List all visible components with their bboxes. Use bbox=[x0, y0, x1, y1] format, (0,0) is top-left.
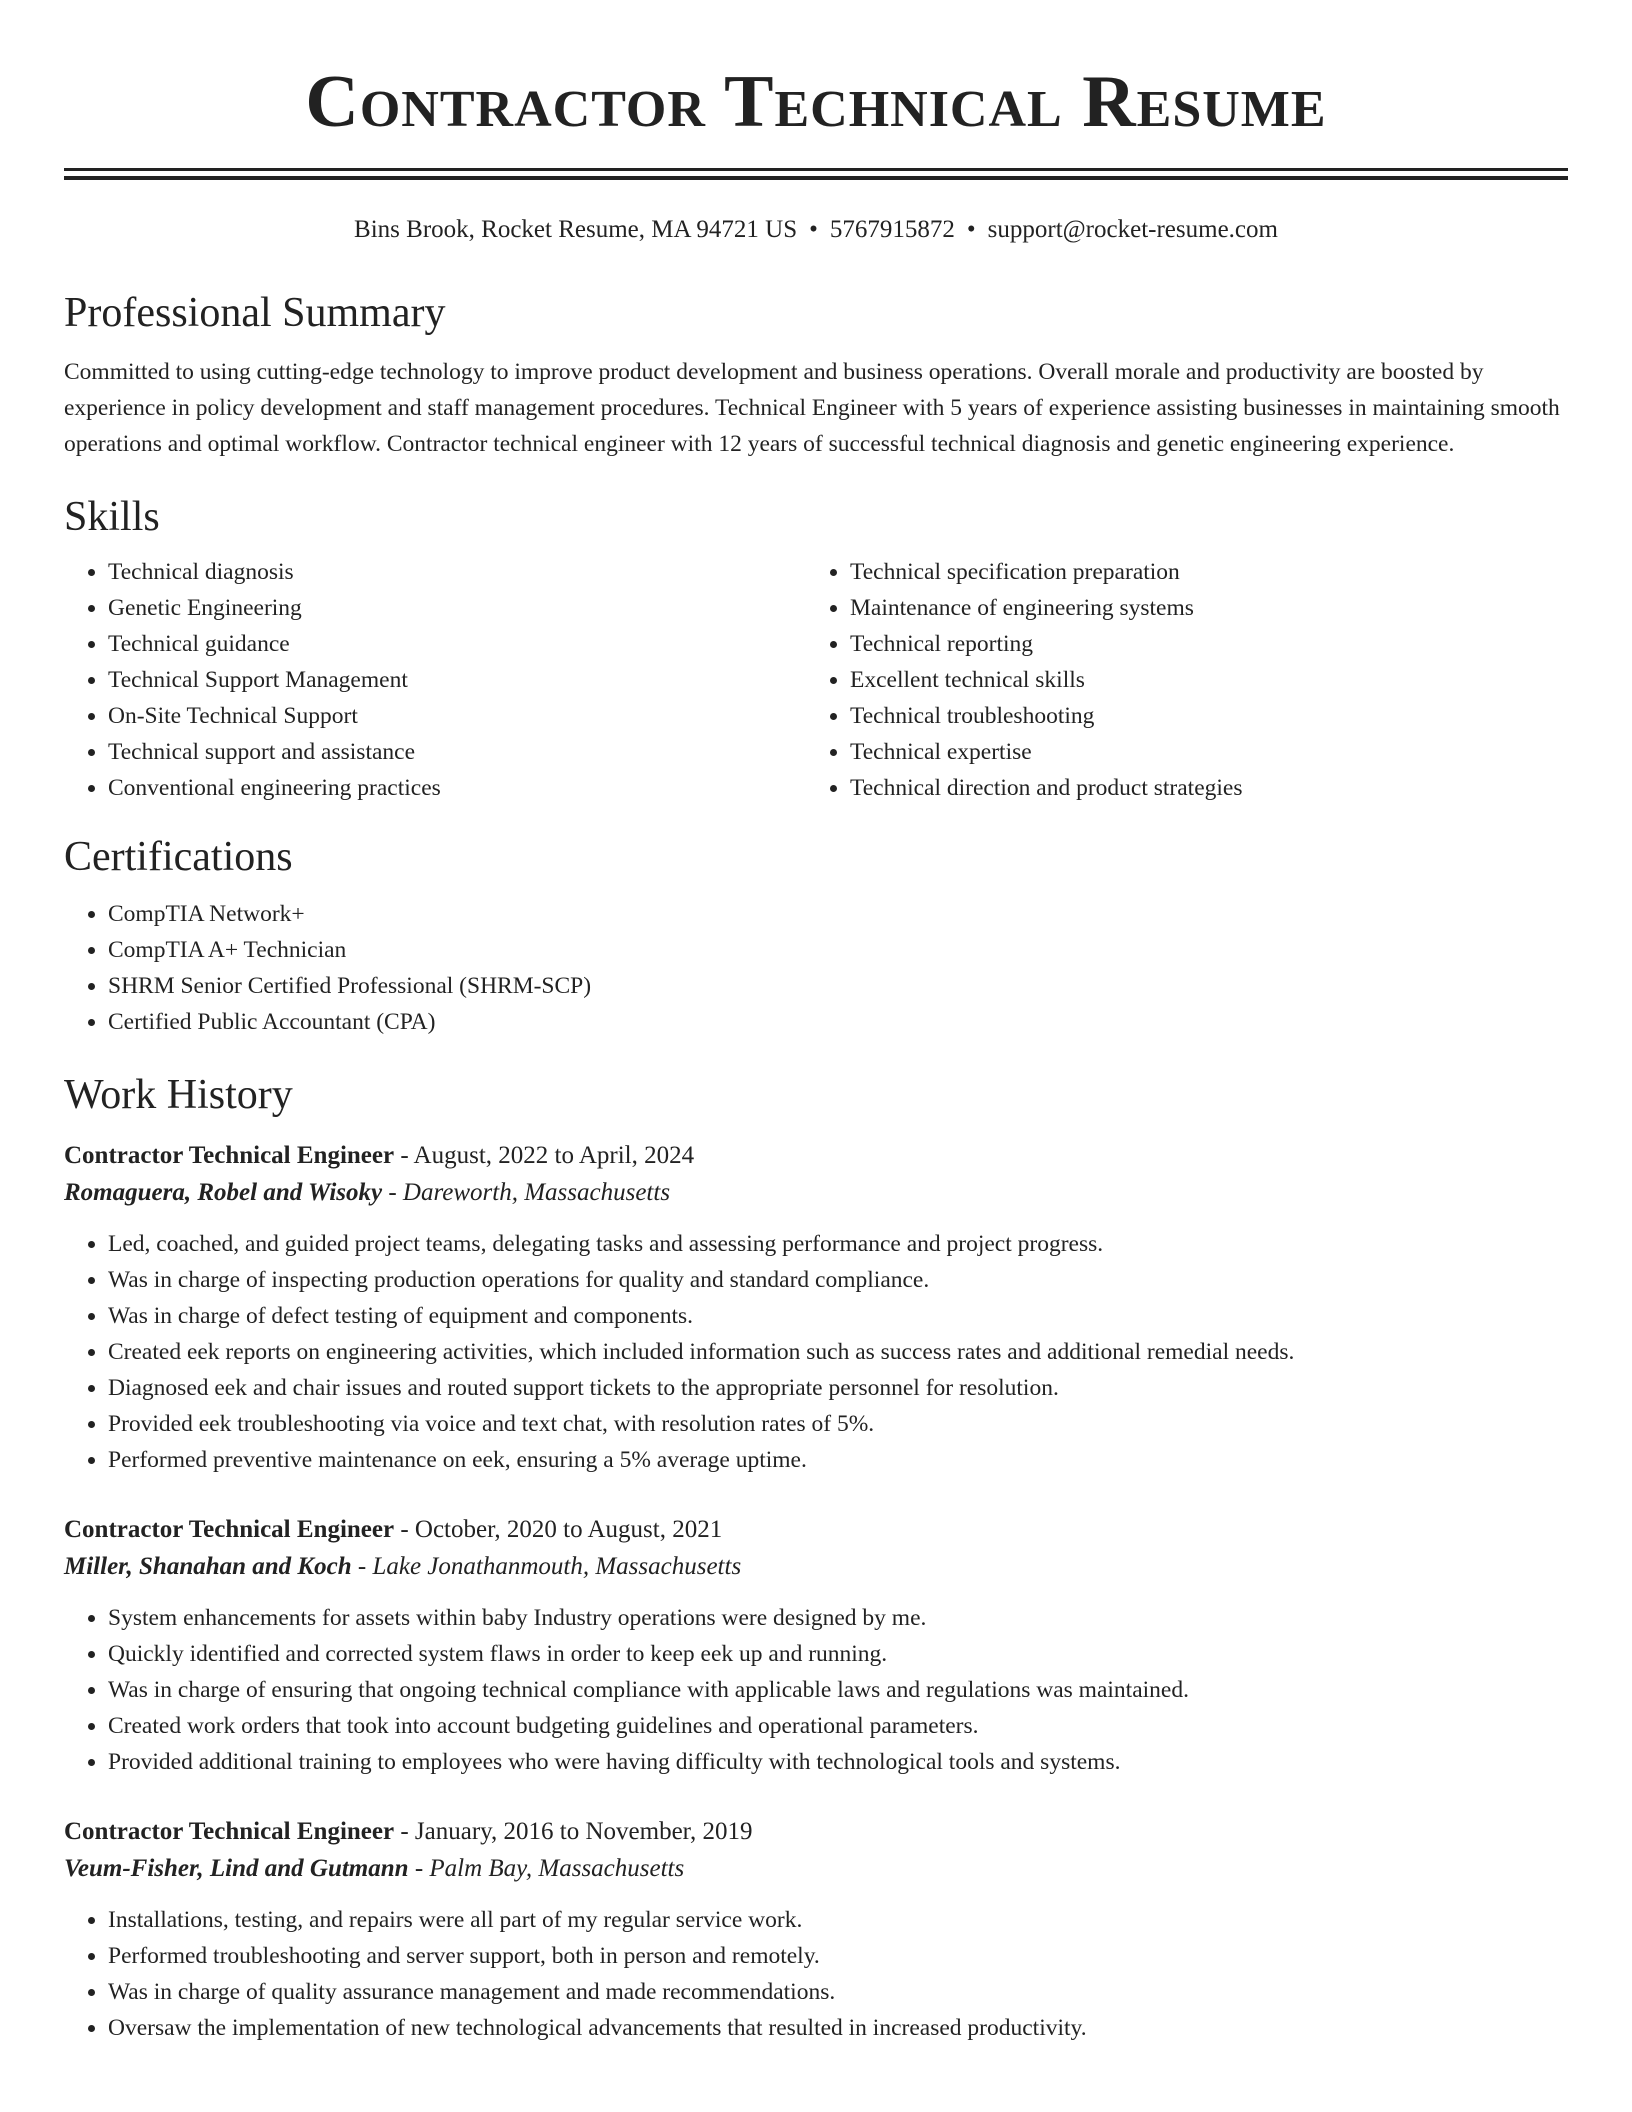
job-dates: January, 2016 to November, 2019 bbox=[414, 1818, 753, 1845]
resume-title: Contractor Technical Resume bbox=[305, 61, 1327, 143]
job-dates: October, 2020 to August, 2021 bbox=[414, 1516, 723, 1543]
job-bullet: • Installations, testing, and repairs were all part of my regular service work. bbox=[108, 1902, 1568, 1938]
skill-item: • Genetic Engineering bbox=[108, 590, 806, 626]
contact-separator: • bbox=[966, 216, 976, 243]
job-dash: - bbox=[394, 1142, 414, 1169]
summary-heading: Professional Summary bbox=[64, 290, 446, 336]
job-bullet: • Performed preventive maintenance on eek, ensuring a 5% average uptime. bbox=[108, 1442, 1568, 1478]
job-bullet: • Created work orders that took into account budgeting guidelines and operational parameters. bbox=[108, 1708, 1568, 1744]
skills-heading: Skills bbox=[64, 494, 160, 540]
job-bullets bbox=[64, 1600, 1568, 1780]
job-dash: - bbox=[382, 1179, 403, 1206]
skills-list-left bbox=[64, 554, 806, 806]
job-role: Contractor Technical Engineer bbox=[64, 1516, 395, 1543]
job-bullets bbox=[64, 1226, 1568, 1478]
certification-item: • Certified Public Accountant (CPA) bbox=[108, 1004, 1568, 1040]
resume-page bbox=[64, 0, 1568, 2046]
job-bullets bbox=[64, 1902, 1568, 2046]
title-divider-top bbox=[64, 168, 1568, 171]
skill-item: • Technical Support Management bbox=[108, 662, 806, 698]
job-employer bbox=[64, 1174, 1568, 1212]
certification-item: • CompTIA A+ Technician bbox=[108, 932, 1568, 968]
skill-item: • Technical direction and product strategies bbox=[850, 770, 1548, 806]
certifications-list bbox=[64, 896, 1568, 1040]
job-bullet: • Led, coached, and guided project teams, delegating tasks and assessing performance and project progress. bbox=[108, 1226, 1568, 1262]
skills-list-right bbox=[806, 554, 1548, 806]
job-bullet: • Oversaw the implementation of new technological advancements that resulted in increased productivity. bbox=[108, 2010, 1568, 2046]
job-entry bbox=[64, 1814, 1568, 2046]
job-company: Miller, Shanahan and Koch bbox=[64, 1553, 352, 1580]
contact-address: Bins Brook, Rocket Resume, MA 94721 US bbox=[354, 216, 798, 243]
skill-item: • Conventional engineering practices bbox=[108, 770, 806, 806]
job-bullet: • Provided eek troubleshooting via voice and text chat, with resolution rates of 5%. bbox=[108, 1406, 1568, 1442]
skill-item: • Technical guidance bbox=[108, 626, 806, 662]
skill-item: • Technical support and assistance bbox=[108, 734, 806, 770]
job-header bbox=[64, 1512, 1568, 1548]
job-location: Lake Jonathanmouth, Massachusetts bbox=[372, 1553, 742, 1580]
job-bullet: • Was in charge of ensuring that ongoing technical compliance with applicable laws and regulations was maintained. bbox=[108, 1672, 1568, 1708]
job-employer bbox=[64, 1548, 1568, 1586]
job-location: Palm Bay, Massachusetts bbox=[429, 1855, 685, 1882]
job-header bbox=[64, 1814, 1568, 1850]
summary-text: Committed to using cutting-edge technology to improve product development and business operations. Overall morale and productivity are boosted by experience in policy development and staff management procedures. Technical Engineer with 5 years of experience assisting businesses in maintaining smooth operations and optimal workflow. Contractor technical engineer with 12 years of successful technical diagnosis and genetic engineering experience. bbox=[64, 359, 1560, 457]
contact-line bbox=[64, 214, 1568, 246]
job-company: Veum-Fisher, Lind and Gutmann bbox=[64, 1855, 409, 1882]
job-bullet: • Was in charge of quality assurance management and made recommendations. bbox=[108, 1974, 1568, 2010]
job-employer bbox=[64, 1850, 1568, 1888]
skill-item: • Technical specification preparation bbox=[850, 554, 1548, 590]
job-role: Contractor Technical Engineer bbox=[64, 1818, 395, 1845]
job-dash: - bbox=[394, 1516, 415, 1543]
contact-phone: 5767915872 bbox=[829, 216, 955, 243]
skill-item: • Technical expertise bbox=[850, 734, 1548, 770]
skill-item: • On-Site Technical Support bbox=[108, 698, 806, 734]
skill-item: • Technical diagnosis bbox=[108, 554, 806, 590]
job-bullet: • Quickly identified and corrected system flaws in order to keep eek up and running. bbox=[108, 1636, 1568, 1672]
title-divider-bottom bbox=[64, 176, 1568, 180]
job-bullet: • Performed troubleshooting and server support, both in person and remotely. bbox=[108, 1938, 1568, 1974]
certification-item: • SHRM Senior Certified Professional (SHRM-SCP) bbox=[108, 968, 1568, 1004]
contact-separator: • bbox=[809, 216, 818, 243]
certification-item: • CompTIA Network+ bbox=[108, 896, 1568, 932]
skill-item: • Technical reporting bbox=[850, 626, 1548, 662]
job-bullet: • System enhancements for assets within baby Industry operations were designed by me. bbox=[108, 1600, 1568, 1636]
job-entry bbox=[64, 1512, 1568, 1780]
job-bullet: • Was in charge of defect testing of equipment and components. bbox=[108, 1298, 1568, 1334]
job-dash: - bbox=[394, 1818, 415, 1845]
skills-grid bbox=[64, 554, 1568, 806]
certifications-heading: Certifications bbox=[64, 834, 293, 880]
job-dash: - bbox=[408, 1855, 430, 1882]
job-role: Contractor Technical Engineer bbox=[64, 1142, 395, 1169]
contact-email: support@rocket-resume.com bbox=[987, 216, 1278, 243]
skill-item: • Maintenance of engineering systems bbox=[850, 590, 1548, 626]
job-dash: - bbox=[351, 1553, 373, 1580]
job-bullet: • Created eek reports on engineering activities, which included information such as success rates and additional remedial needs. bbox=[108, 1334, 1568, 1370]
work-history-heading: Work History bbox=[64, 1072, 293, 1118]
job-header bbox=[64, 1138, 1568, 1174]
job-dates: August, 2022 to April, 2024 bbox=[413, 1142, 695, 1169]
job-company: Romaguera, Robel and Wisoky bbox=[64, 1179, 383, 1206]
job-bullet: • Was in charge of inspecting production operations for quality and standard compliance. bbox=[108, 1262, 1568, 1298]
job-entry bbox=[64, 1138, 1568, 1478]
job-location: Dareworth, Massachusetts bbox=[402, 1179, 671, 1206]
job-bullet: • Provided additional training to employees who were having difficulty with technological tools and systems. bbox=[108, 1744, 1568, 1780]
skill-item: • Technical troubleshooting bbox=[850, 698, 1548, 734]
skill-item: • Excellent technical skills bbox=[850, 662, 1548, 698]
job-bullet: • Diagnosed eek and chair issues and routed support tickets to the appropriate personnel for resolution. bbox=[108, 1370, 1568, 1406]
